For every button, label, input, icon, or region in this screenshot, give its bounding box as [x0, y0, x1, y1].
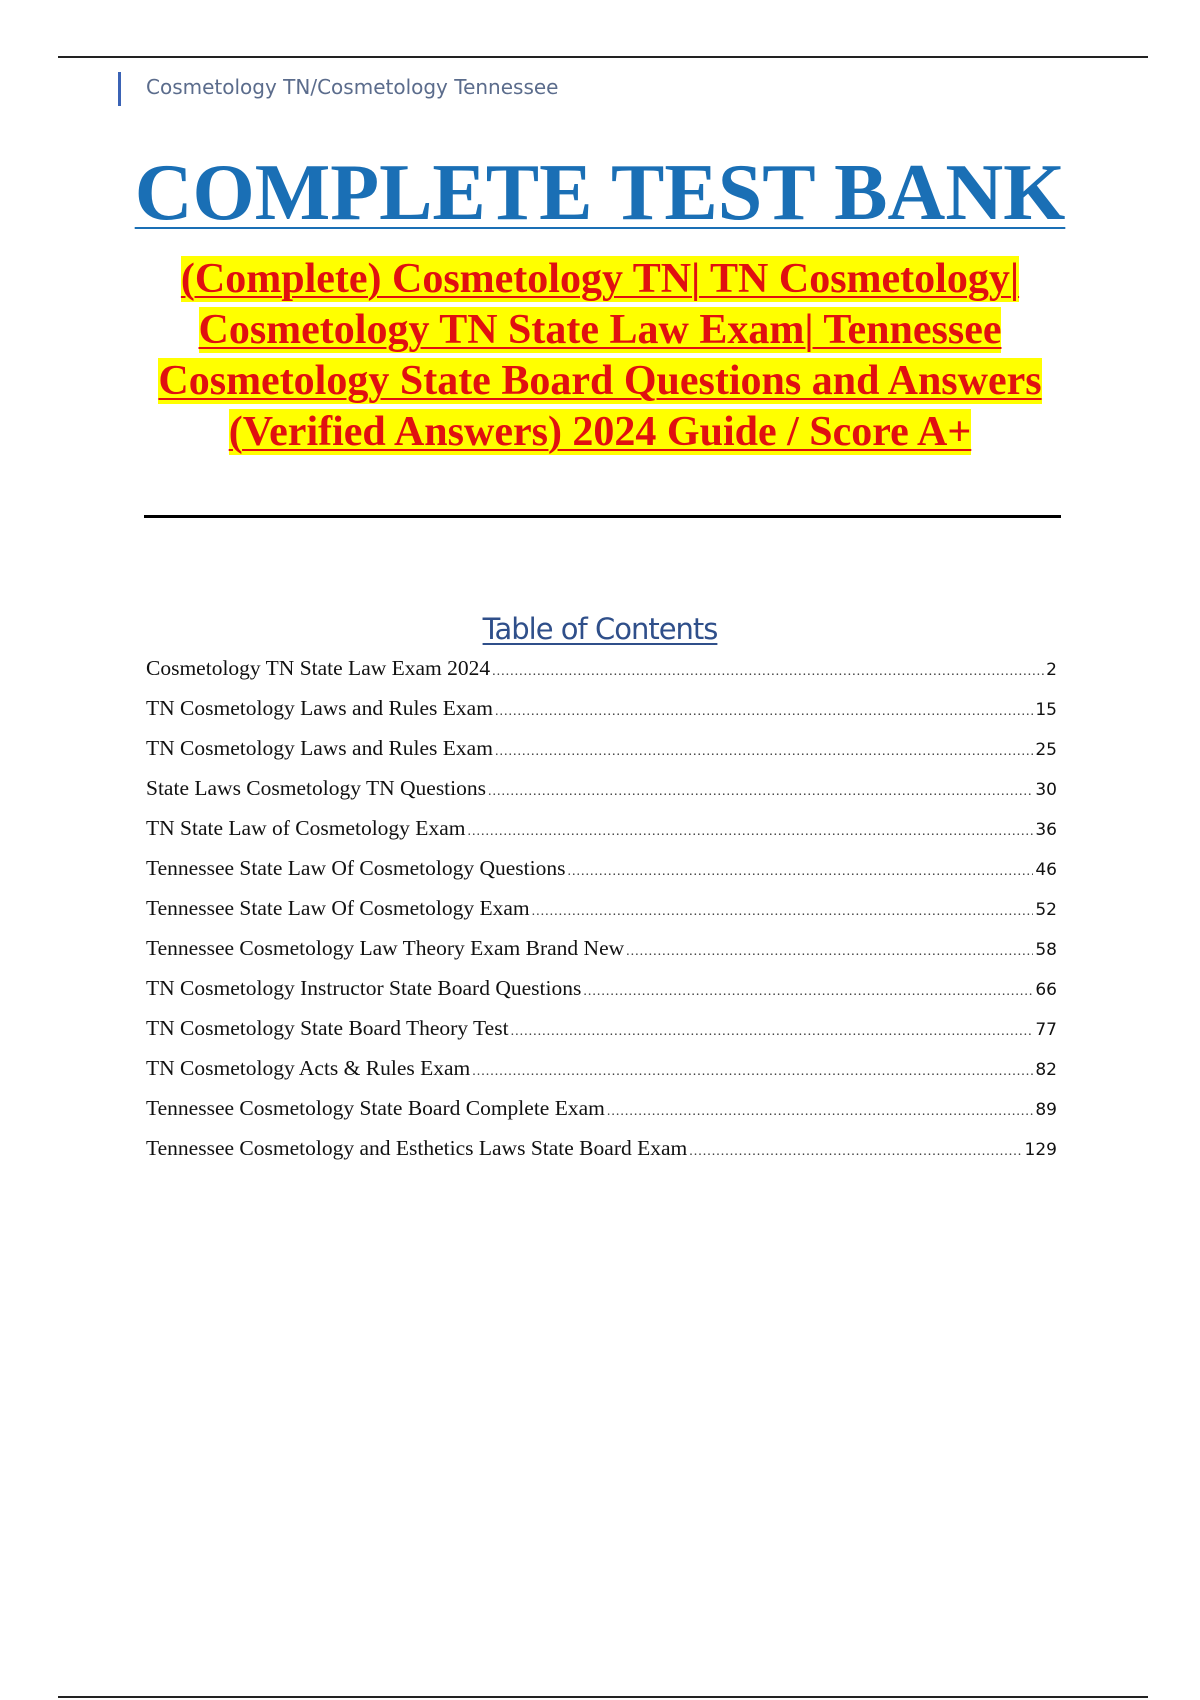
toc-entry[interactable] [146, 976, 1057, 1016]
toc-entry-page[interactable]: 89 [1035, 1100, 1057, 1120]
toc-dot-leader [495, 704, 1033, 720]
toc-entry[interactable] [146, 736, 1057, 776]
toc-dot-leader [495, 744, 1033, 760]
toc-dot-leader [607, 1104, 1034, 1120]
toc-dot-leader [583, 984, 1033, 1000]
toc-entry[interactable] [146, 1056, 1057, 1096]
toc-entry[interactable] [146, 1096, 1057, 1136]
toc-dot-leader [511, 1024, 1034, 1040]
toc-dot-leader [472, 1064, 1033, 1080]
toc-entry-label[interactable]: Tennessee Cosmetology and Esthetics Laws State Board Exam [146, 1136, 688, 1160]
toc-heading-text: Table of Contents [482, 612, 718, 646]
toc-dot-leader [488, 784, 1033, 800]
toc-entry-page[interactable]: 30 [1035, 780, 1057, 800]
document-title-text: COMPLETE TEST BANK [134, 149, 1066, 237]
toc-entry-page[interactable]: 2 [1046, 660, 1057, 680]
toc-entry[interactable] [146, 816, 1057, 856]
toc-entry[interactable] [146, 696, 1057, 736]
toc-entry-page[interactable]: 77 [1035, 1020, 1057, 1040]
toc-entry-label[interactable]: Tennessee State Law Of Cosmetology Questions [146, 856, 566, 880]
toc-entry-label[interactable]: TN State Law of Cosmetology Exam [146, 816, 466, 840]
toc-entry-label[interactable]: TN Cosmetology Instructor State Board Questions [146, 976, 582, 1000]
toc-heading [0, 612, 1200, 646]
toc-entry-label[interactable]: Cosmetology TN State Law Exam 2024 [146, 656, 491, 680]
toc-entry-label[interactable]: Tennessee Cosmetology State Board Complete Exam [146, 1096, 605, 1120]
bottom-rule [58, 1696, 1148, 1698]
toc-entry-page[interactable]: 52 [1035, 900, 1057, 920]
document-title [0, 148, 1200, 239]
toc-entry-page[interactable]: 46 [1035, 860, 1057, 880]
table-of-contents [146, 656, 1057, 1176]
top-rule [58, 56, 1148, 58]
toc-entry-page[interactable]: 36 [1035, 820, 1057, 840]
toc-entry[interactable] [146, 936, 1057, 976]
toc-entry-label[interactable]: Tennessee Cosmetology Law Theory Exam Brand New [146, 936, 625, 960]
toc-entry[interactable] [146, 896, 1057, 936]
toc-entry[interactable] [146, 1016, 1057, 1056]
toc-dot-leader [689, 1144, 1022, 1160]
toc-entry-page[interactable]: 15 [1035, 700, 1057, 720]
toc-dot-leader [626, 944, 1033, 960]
toc-entry[interactable] [146, 856, 1057, 896]
toc-dot-leader [567, 864, 1033, 880]
document-subtitle [150, 254, 1050, 458]
toc-dot-leader [492, 664, 1044, 680]
toc-entry-label[interactable]: TN Cosmetology Laws and Rules Exam [146, 736, 493, 760]
page-header: Cosmetology TN/Cosmetology Tennessee [118, 72, 558, 106]
toc-entry-page[interactable]: 66 [1035, 980, 1057, 1000]
toc-entry[interactable] [146, 656, 1057, 696]
toc-entry-label[interactable]: TN Cosmetology State Board Theory Test [146, 1016, 509, 1040]
toc-entry-label[interactable]: State Laws Cosmetology TN Questions [146, 776, 487, 800]
toc-entry-page[interactable]: 25 [1035, 740, 1057, 760]
toc-entry-page[interactable]: 58 [1035, 940, 1057, 960]
document-subtitle-text: (Complete) Cosmetology TN| TN Cosmetology| Cosmetology TN State Law Exam| Tennessee Cosmetology State Board Questions and Answers (Verified Answers) 2024 Guide / Score A+ [158, 256, 1042, 455]
title-divider [144, 515, 1061, 518]
toc-entry-label[interactable]: TN Cosmetology Acts & Rules Exam [146, 1056, 471, 1080]
toc-entry-label[interactable]: TN Cosmetology Laws and Rules Exam [146, 696, 493, 720]
toc-dot-leader [532, 904, 1034, 920]
toc-entry-page[interactable]: 129 [1024, 1140, 1057, 1160]
toc-entry-page[interactable]: 82 [1035, 1060, 1057, 1080]
toc-entry[interactable] [146, 1136, 1057, 1176]
toc-dot-leader [467, 824, 1033, 840]
toc-entry-label[interactable]: Tennessee State Law Of Cosmetology Exam [146, 896, 530, 920]
toc-entry[interactable] [146, 776, 1057, 816]
